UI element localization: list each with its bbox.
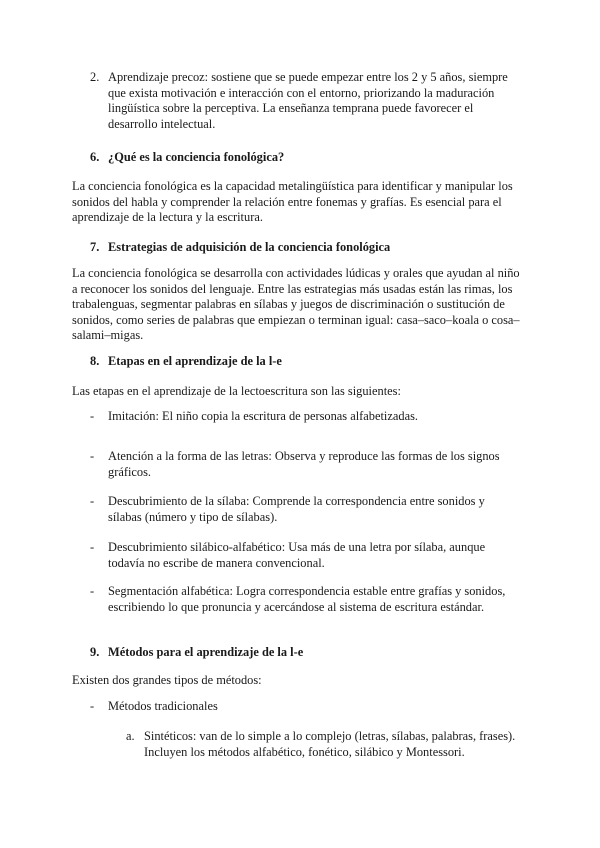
section-number: 9. (90, 645, 100, 659)
section-number: 6. (90, 150, 100, 164)
bullet-dash: - (90, 584, 95, 598)
section-title: Etapas en el aprendizaje de la l-e (108, 354, 282, 368)
sub-list-text: Sintéticos: van de lo simple a lo complejo (letras, sílabas, palabras, frases). Incluyen los métodos alfabético, fonético, silábico y Montessori. (144, 729, 516, 759)
list-item (90, 409, 520, 425)
section-number: 8. (90, 354, 100, 368)
list-item-text: Descubrimiento silábico-alfabético: Usa más de una letra por sílaba, aunque todavía no escribe de manera convencional. (108, 540, 486, 570)
section-8-heading (90, 354, 520, 370)
section-title: Estrategias de adquisición de la conciencia fonológica (108, 240, 391, 254)
bullet-dash: - (90, 540, 95, 554)
section-number: 7. (90, 240, 100, 254)
sub-list-letter: a. (126, 729, 135, 743)
list-item (90, 540, 520, 571)
list-item-text: Métodos tradicionales (108, 699, 218, 713)
list-item (90, 584, 520, 615)
section-title: ¿Qué es la conciencia fonológica? (108, 150, 285, 164)
list-item-text: Atención a la forma de las letras: Observa y reproduce las formas de los signos gráficos. (108, 449, 500, 479)
list-item-number: 2. (90, 70, 100, 84)
section-9-intro: Existen dos grandes tipos de métodos: (72, 673, 262, 687)
list-item-text: Aprendizaje precoz: sostiene que se puede empezar entre los 2 y 5 años, siempre que exista motivación e interacción con el entorno, priorizando la maduración lingüística sobre la perceptiva. La enseñanza temprana puede favorecer el desarrollo intelectual. (108, 70, 508, 131)
list-item-2 (90, 70, 520, 132)
section-title: Métodos para el aprendizaje de la l-e (108, 645, 304, 659)
section-6-heading (90, 150, 520, 166)
bullet-dash: - (90, 449, 95, 463)
bullet-dash: - (90, 494, 95, 508)
list-item-text: Segmentación alfabética: Logra correspondencia estable entre grafías y sonidos, escribiendo lo que pronuncia y acercándose al sistema de escritura estándar. (108, 584, 506, 614)
list-item (90, 449, 520, 480)
section-6-paragraph: La conciencia fonológica es la capacidad metalingüística para identificar y manipular los sonidos del habla y comprender la relación entre fonemas y grafías. Es esencial para el aprendizaje de la lectura y la escritura. (72, 179, 513, 225)
list-item-text: Imitación: El niño copia la escritura de personas alfabetizadas. (108, 409, 418, 423)
section-7-heading (90, 240, 520, 256)
sub-list-item (126, 729, 536, 760)
bullet-dash: - (90, 409, 95, 423)
list-item (90, 699, 520, 715)
list-item-text: Descubrimiento de la sílaba: Comprende la correspondencia entre sonidos y sílabas (número y tipo de sílabas). (108, 494, 485, 524)
bullet-dash: - (90, 699, 95, 713)
section-7-paragraph: La conciencia fonológica se desarrolla con actividades lúdicas y orales que ayudan al niño a reconocer los sonidos del lenguaje. Entre las estrategias más usadas están las rimas, los trabalenguas, segmentar palabras en sílabas y juegos de discriminación o sustitución de sonidos, como series de palabras que empiezan o terminan igual: casa–saco–koala o cosa–salami–migas. (72, 266, 520, 343)
section-8-intro: Las etapas en el aprendizaje de la lectoescritura son las siguientes: (72, 384, 401, 398)
list-item (90, 494, 520, 525)
section-9-heading (90, 645, 520, 661)
